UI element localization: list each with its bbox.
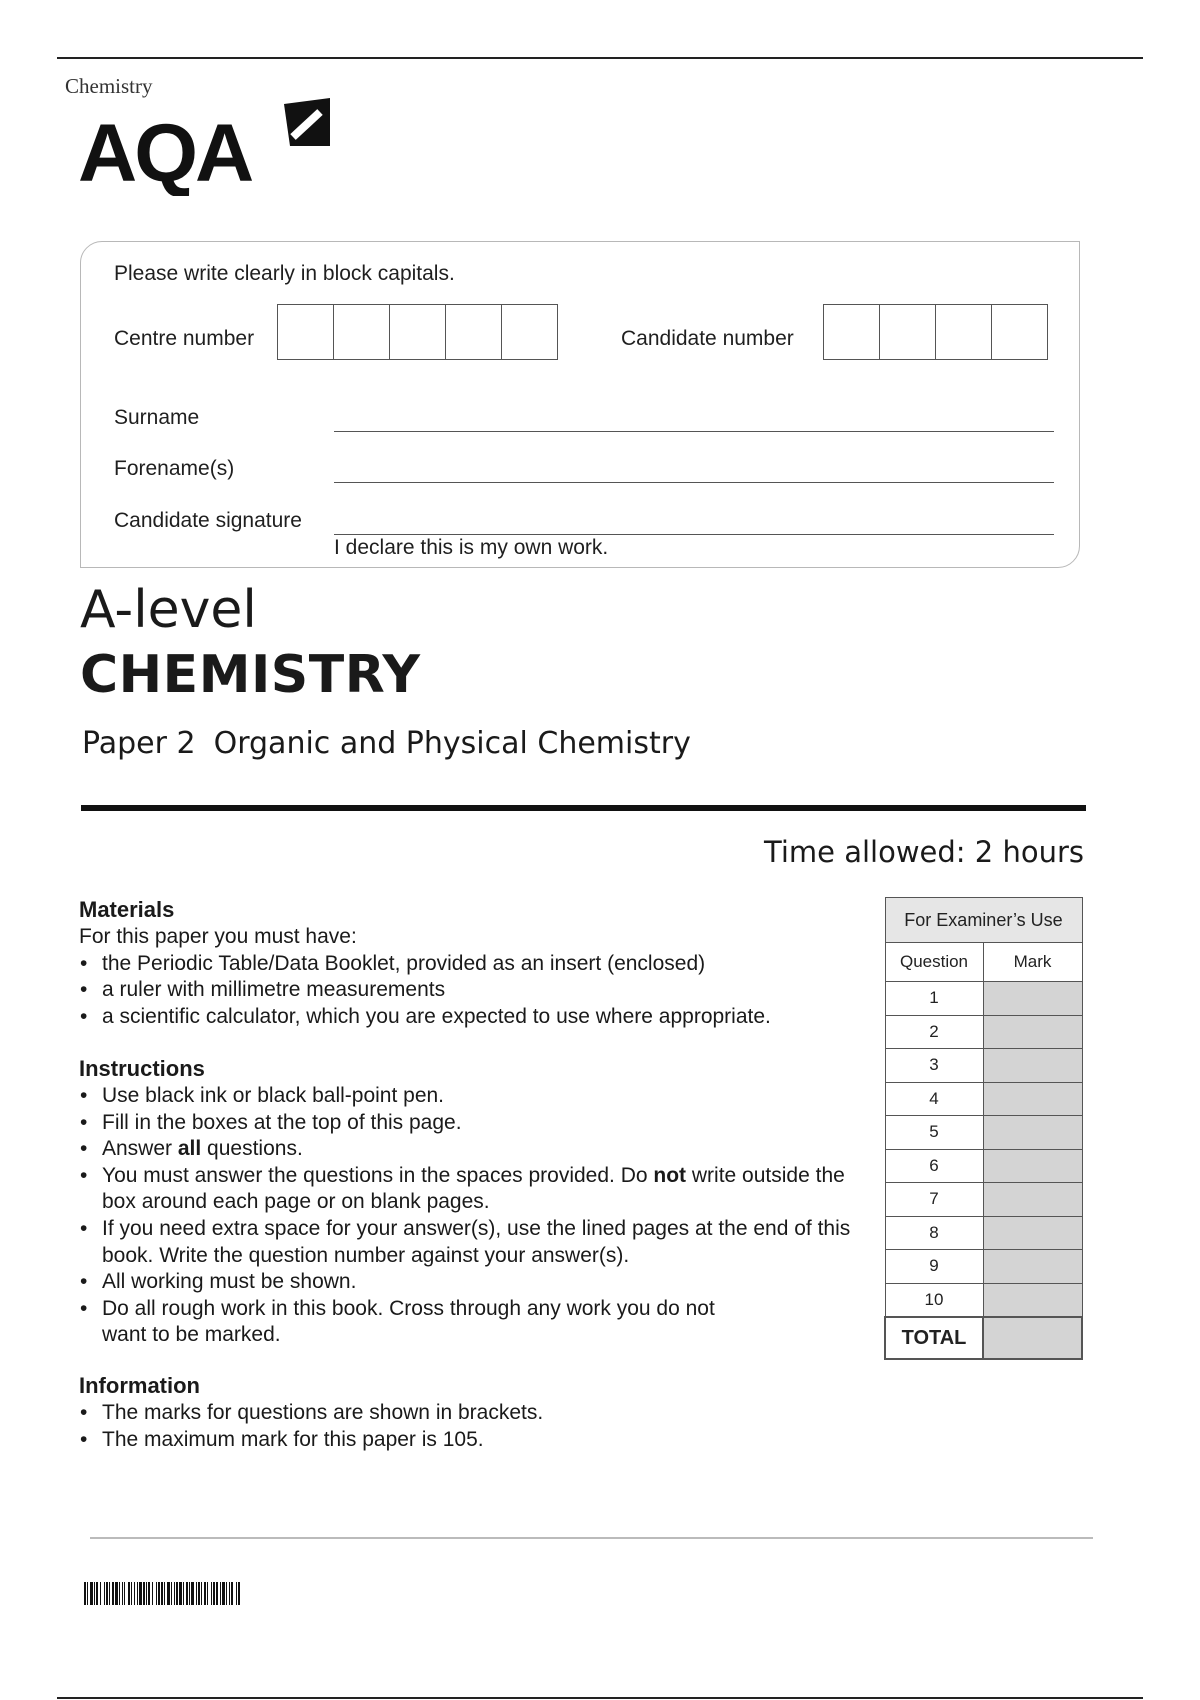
- centre-number-cell[interactable]: [334, 305, 390, 359]
- forenames-field[interactable]: [334, 482, 1054, 483]
- instructions-item: • You must answer the questions in the spaces provided. Do not write outside the box around each page or on blank pages.: [79, 1163, 859, 1216]
- question-number-cell: 8: [885, 1216, 983, 1250]
- barcode-bar: [84, 1582, 86, 1605]
- examiner-table-rows: [885, 982, 1082, 1318]
- barcode-bar: [148, 1582, 150, 1605]
- barcode-bar: [143, 1582, 145, 1605]
- barcode-bar: [176, 1582, 178, 1605]
- mark-cell: [983, 1216, 1082, 1250]
- barcode-bar: [109, 1582, 110, 1605]
- examiner-table-row: [885, 1250, 1082, 1284]
- footer-divider: [90, 1537, 1093, 1539]
- barcode-bar: [94, 1582, 95, 1605]
- barcode-bar: [106, 1582, 108, 1605]
- barcode-bar: [201, 1582, 202, 1605]
- barcode-bar: [96, 1582, 98, 1605]
- barcode-bar: [128, 1582, 130, 1605]
- paper-number: Paper 2: [82, 726, 196, 761]
- top-rule: [57, 57, 1143, 59]
- barcode-bar: [189, 1582, 190, 1605]
- barcode-bar: [87, 1582, 88, 1605]
- bottom-rule: [57, 1697, 1143, 1699]
- question-number-cell: 6: [885, 1149, 983, 1183]
- barcode-bar: [183, 1582, 184, 1605]
- aqa-logo-text: AQA: [78, 108, 252, 196]
- barcode-bar: [122, 1582, 123, 1605]
- candidate-number-cell[interactable]: [936, 305, 992, 359]
- barcode-bar: [104, 1582, 105, 1605]
- mark-cell: [983, 1116, 1082, 1150]
- barcode-bar: [238, 1582, 240, 1605]
- instructions-item: • All working must be shown.: [79, 1269, 859, 1296]
- qualification-level: A-level: [80, 580, 257, 640]
- question-number-cell: 2: [885, 1015, 983, 1049]
- barcode-bar: [90, 1582, 93, 1605]
- barcode-bar: [134, 1582, 135, 1605]
- question-number-cell: 7: [885, 1183, 983, 1217]
- barcode-bar: [158, 1582, 160, 1605]
- barcode-bar: [146, 1582, 147, 1605]
- instructions-item: • Answer all questions.: [79, 1136, 859, 1163]
- signature-field[interactable]: [334, 534, 1054, 535]
- barcode: [84, 1582, 464, 1605]
- centre-number-boxes[interactable]: [277, 304, 558, 360]
- question-number-cell: 4: [885, 1082, 983, 1116]
- surname-label: Surname: [114, 406, 200, 429]
- paper-name: Organic and Physical Chemistry: [213, 726, 691, 761]
- materials-intro: For this paper you must have:: [79, 925, 357, 948]
- total-mark-cell: [983, 1317, 1082, 1359]
- barcode-bar: [139, 1582, 142, 1605]
- barcode-bar: [236, 1582, 237, 1605]
- examiner-table-row: [885, 1283, 1082, 1317]
- barcode-bar: [196, 1582, 197, 1605]
- barcode-bar: [207, 1582, 208, 1605]
- barcode-bar: [115, 1582, 118, 1605]
- centre-number-cell[interactable]: [278, 305, 334, 359]
- barcode-bar: [171, 1582, 172, 1605]
- candidate-number-cell[interactable]: [992, 305, 1047, 359]
- declaration-text: I declare this is my own work.: [334, 536, 609, 559]
- instructions-item: • Do all rough work in this book. Cross through any work you do not want to be marked.: [79, 1296, 859, 1349]
- barcode-bar: [112, 1582, 114, 1605]
- signature-label: Candidate signature: [114, 509, 302, 532]
- mark-cell: [983, 1250, 1082, 1284]
- surname-field[interactable]: [334, 431, 1054, 432]
- examiner-table-row: [885, 1216, 1082, 1250]
- examiner-table-row: [885, 1183, 1082, 1217]
- subject-label: Chemistry: [65, 74, 153, 98]
- information-item: • The maximum mark for this paper is 105.: [79, 1427, 859, 1454]
- barcode-bar: [174, 1582, 175, 1605]
- centre-number-label: Centre number: [114, 327, 255, 350]
- paper-title: [82, 726, 709, 761]
- examiner-table-title: For Examiner’s Use: [885, 898, 1082, 943]
- examiner-use-table: [884, 897, 1083, 1360]
- barcode-bar: [124, 1582, 125, 1605]
- question-number-cell: 3: [885, 1049, 983, 1083]
- candidate-number-cell[interactable]: [824, 305, 880, 359]
- barcode-bar: [231, 1582, 233, 1605]
- information-item: • The marks for questions are shown in brackets.: [79, 1400, 859, 1427]
- materials-item: • a scientific calculator, which you are expected to use where appropriate.: [79, 1004, 859, 1031]
- centre-number-cell[interactable]: [446, 305, 502, 359]
- candidate-number-boxes[interactable]: [823, 304, 1048, 360]
- candidate-details-box: [80, 241, 1080, 568]
- barcode-bar: [198, 1582, 200, 1605]
- materials-heading: Materials: [79, 897, 175, 922]
- subject-title: CHEMISTRY: [80, 645, 421, 705]
- barcode-bar: [131, 1582, 132, 1605]
- barcode-bar: [161, 1582, 163, 1605]
- mark-cell: [983, 1283, 1082, 1317]
- time-allowed: Time allowed: 2 hours: [764, 835, 1084, 869]
- candidate-number-cell[interactable]: [880, 305, 936, 359]
- question-column-header: Question: [885, 943, 983, 982]
- barcode-bar: [100, 1582, 101, 1605]
- barcode-bar: [220, 1582, 221, 1605]
- instructions-section: [79, 1055, 859, 1349]
- mark-cell: [983, 1082, 1082, 1116]
- barcode-bar: [137, 1582, 138, 1605]
- aqa-logo-mark: [284, 98, 330, 146]
- barcode-bar: [191, 1582, 194, 1605]
- title-divider: [81, 805, 1086, 811]
- centre-number-cell[interactable]: [502, 305, 557, 359]
- instructions-heading: Instructions: [79, 1056, 205, 1081]
- examiner-table-row: [885, 1149, 1082, 1183]
- barcode-bar: [164, 1582, 165, 1605]
- question-number-cell: 10: [885, 1283, 983, 1317]
- barcode-bar: [152, 1582, 153, 1605]
- barcode-bar: [186, 1582, 188, 1605]
- examiner-table-row: [885, 1015, 1082, 1049]
- mark-cell: [983, 1015, 1082, 1049]
- barcode-bar: [216, 1582, 218, 1605]
- instructions-item: • Fill in the boxes at the top of this page.: [79, 1110, 859, 1137]
- instructions-item: • Use black ink or black ball-point pen.: [79, 1083, 859, 1110]
- barcode-bar: [211, 1582, 212, 1605]
- barcode-bar: [156, 1582, 157, 1605]
- barcode-bar: [229, 1582, 230, 1605]
- aqa-logo: [78, 96, 338, 196]
- mark-cell: [983, 1049, 1082, 1083]
- barcode-bar: [222, 1582, 225, 1605]
- barcode-bar: [213, 1582, 215, 1605]
- total-label: TOTAL: [885, 1317, 983, 1359]
- question-number-cell: 9: [885, 1250, 983, 1284]
- mark-cell: [983, 982, 1082, 1016]
- mark-cell: [983, 1183, 1082, 1217]
- mark-column-header: Mark: [983, 943, 1082, 982]
- candidate-number-label: Candidate number: [621, 327, 794, 350]
- information-heading: Information: [79, 1373, 200, 1398]
- forenames-label: Forename(s): [114, 457, 235, 480]
- materials-item: • the Periodic Table/Data Booklet, provided as an insert (enclosed): [79, 951, 859, 978]
- question-number-cell: 5: [885, 1116, 983, 1150]
- instructions-item: • If you need extra space for your answer(s), use the lined pages at the end of this book. Write the question number against your answer(s).: [79, 1216, 859, 1269]
- barcode-bar: [119, 1582, 120, 1605]
- barcode-bar: [167, 1582, 170, 1605]
- question-number-cell: 1: [885, 982, 983, 1016]
- form-instruction: Please write clearly in block capitals.: [114, 262, 455, 285]
- barcode-bar: [204, 1582, 206, 1605]
- mark-cell: [983, 1149, 1082, 1183]
- information-section: [79, 1372, 859, 1453]
- examiner-table-row: [885, 1082, 1082, 1116]
- examiner-table-row: [885, 1049, 1082, 1083]
- examiner-table-row: [885, 1116, 1082, 1150]
- materials-section: [79, 896, 859, 1030]
- barcode-bar: [226, 1582, 227, 1605]
- barcode-bar: [179, 1582, 182, 1605]
- examiner-table-row: [885, 982, 1082, 1016]
- centre-number-cell[interactable]: [390, 305, 446, 359]
- materials-item: • a ruler with millimetre measurements: [79, 977, 859, 1004]
